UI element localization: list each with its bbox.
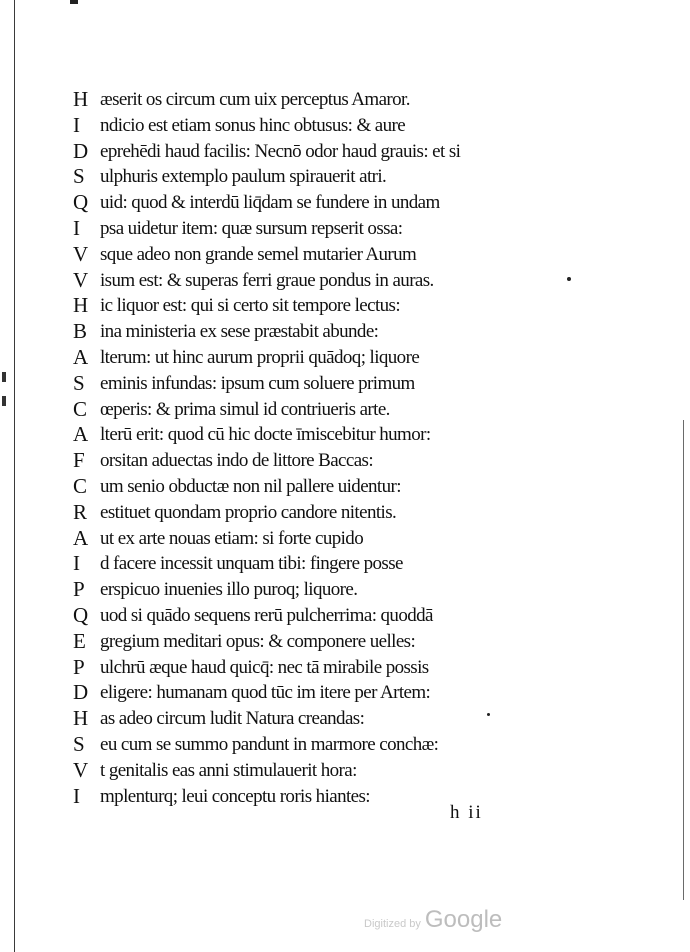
page-edge-left (14, 0, 15, 952)
verse-text: isum est: & superas ferri graue pondus in auras. (100, 269, 434, 291)
verse-initial: B (73, 319, 88, 344)
verse-initial: Q (73, 602, 89, 627)
verse-initial: A (73, 344, 89, 369)
verse-text: d facere incessit unquam tibi: fingere posse (100, 553, 403, 575)
verse-line (73, 139, 633, 165)
verse-text: ulphuris extemplo paulum spirauerit atri. (100, 166, 387, 188)
verse-initial: H (73, 293, 89, 318)
verse-initial: V (73, 267, 89, 292)
verse-initial: P (73, 577, 85, 602)
verse-initial: S (73, 731, 85, 756)
verse-text: æserit os circum cum uix perceptus Amaror. (100, 89, 410, 110)
verse-text: ndicio est etiam sonus hinc obtusus: & aure (100, 114, 406, 136)
gutter-mark (2, 396, 6, 406)
verse-text: gregium meditari opus: & componere uelles: (100, 630, 416, 652)
verse-line (73, 551, 633, 577)
verse-line (73, 164, 633, 190)
verse-text: psa uidetur item: quæ sursum repserit ossa: (100, 217, 403, 239)
verse-text: uid: quod & interdū liq̄dam se fundere in undam (100, 192, 440, 214)
verse-text: mplenturq; leui conceptu roris hiantes: (100, 785, 370, 807)
verse-initial: C (73, 473, 88, 498)
verse-initial: H (73, 706, 89, 731)
verse-line (73, 242, 633, 268)
verse-initial: Q (73, 190, 89, 215)
verse-text: lterū erit: quod cū hic docte īmiscebitur humor: (100, 424, 431, 446)
digitized-watermark (364, 906, 502, 934)
verse-line (73, 474, 633, 500)
verse-initial: V (73, 757, 89, 782)
verse-line (73, 397, 633, 423)
verse-text: uod si quādo sequens rerū pulcherrima: quoddā (100, 604, 433, 626)
verse-line (73, 500, 633, 526)
verse-line (73, 345, 633, 371)
verse-initial: S (73, 164, 85, 189)
verse-line (73, 577, 633, 603)
verse-text: t genitalis eas anni stimulauerit hora: (100, 759, 357, 781)
verse-line (73, 216, 633, 242)
verse-line (73, 680, 633, 706)
verse-line (73, 629, 633, 655)
verse-initial: I (73, 112, 80, 137)
verse-text: orsitan aduectas indo de littore Baccas: (100, 450, 374, 472)
verse-text: ic liquor est: qui si certo sit tempore lectus: (100, 295, 401, 317)
verse-line (73, 113, 633, 139)
verse-line (73, 784, 633, 810)
verse-line (73, 190, 633, 216)
verse-initial: A (73, 422, 89, 447)
verse-line (73, 87, 633, 113)
verse-text: eu cum se summo pandunt in marmore conchæ: (100, 733, 439, 755)
verse-line (73, 758, 633, 784)
verse-text: lterum: ut hinc aurum proprii quādoq; liquore (100, 346, 420, 368)
verse-initial: E (73, 628, 86, 653)
verse-text: eprehēdi haud facilis: Necnō odor haud grauis: et si (100, 140, 461, 162)
verse-text: as adeo circum ludit Natura creandas: (100, 708, 365, 730)
verse-text: ut ex arte nouas etiam: si forte cupido (100, 527, 364, 549)
verse-text: eligere: humanam quod tūc im itere per Artem: (100, 682, 431, 704)
verse-text: ulchrū æque haud quicq̄: nec tā mirabile possis (100, 656, 429, 678)
verse-initial: F (73, 448, 85, 473)
verse-line (73, 732, 633, 758)
verse-initial: H (73, 87, 89, 111)
verse-line (73, 371, 633, 397)
google-logo: Google (424, 906, 503, 933)
verse-text: eminis infundas: ipsum cum soluere primum (100, 372, 415, 394)
verse-line (73, 268, 633, 294)
verse-line (73, 422, 633, 448)
verse-initial: D (73, 138, 89, 163)
verse-text: sque adeo non grande semel mutarier Aurum (100, 243, 417, 265)
page-edge-right (683, 420, 684, 900)
verse-line (73, 655, 633, 681)
top-ink-mark (70, 0, 78, 4)
gutter-mark (2, 372, 6, 382)
verse-initial: I (73, 215, 80, 240)
verse-text: œperis: & prima simul id contriueris arte. (100, 398, 390, 420)
verse-line (73, 603, 633, 629)
verse-text: ina ministeria ex sese præstabit abunde: (100, 321, 379, 343)
verse-initial: V (73, 241, 89, 266)
verse-initial: A (73, 525, 89, 550)
verse-line (73, 319, 633, 345)
signature-mark: h ii (450, 802, 483, 823)
verse-line (73, 293, 633, 319)
verse-line (73, 706, 633, 732)
verse-initial: I (73, 551, 80, 576)
verse-initial: P (73, 654, 85, 679)
verse-initial: C (73, 396, 88, 421)
verse-text: estituet quondam proprio candore nitentis. (100, 501, 397, 523)
verse-text: erspicuo inuenies illo puroq; liquore. (100, 579, 358, 601)
digitized-by-label: Digitized by (364, 918, 421, 930)
verse-line (73, 448, 633, 474)
verse-text: um senio obductæ non nil pallere uidentur: (100, 475, 401, 497)
verse-initial: D (73, 680, 89, 705)
verse-line (73, 526, 633, 552)
verse-initial: I (73, 783, 80, 808)
verse-initial: R (73, 499, 88, 524)
poem-text-block (73, 87, 633, 809)
verse-initial: S (73, 370, 85, 395)
